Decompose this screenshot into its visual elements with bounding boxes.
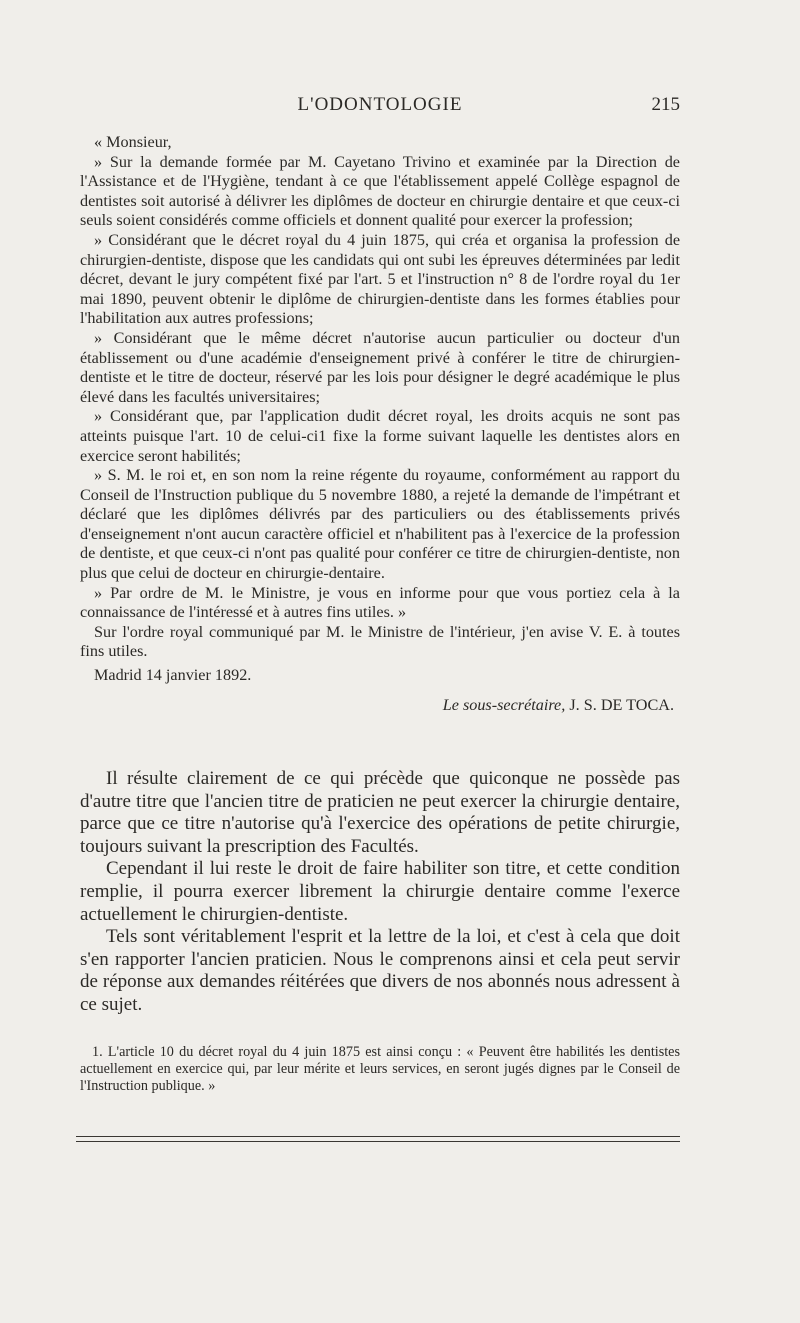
letter-paragraph: » Considérant que le même décret n'autorise aucun particulier ou docteur d'un établissement ou d'une académie d'enseignement privé à conférer le titre de chirurgien-dentiste et le titre de docteur, réservé par les lois pour désigner le degré académique le plus élevé dans les facultés universitaires; — [80, 328, 680, 406]
letter-paragraph: » S. M. le roi et, en son nom la reine régente du royaume, conformément au rapport du Conseil de l'Instruction publique du 5 novembre 1880, a rejeté la demande de l'impétrant et déclaré que les diplômes délivrés par des particuliers ou des établissements privés d'enseignement n'ont aucun caractère officiel et n'habilitent pas à l'exercice de la profession de dentiste, et que ceux-ci n'ont pas qualité pour conférer ce titre de chirurgien-dentiste, non plus que celui de docteur en chirurgie-dentaire. — [80, 466, 680, 583]
bottom-rule — [76, 1141, 680, 1142]
letter-salutation: « Monsieur, — [94, 133, 172, 151]
signature-title: Le sous-secrétaire, — [442, 695, 566, 714]
footnote — [80, 1044, 680, 1095]
letter-place-date: Madrid 14 janvier 1892. — [94, 666, 252, 685]
page-header — [80, 94, 680, 120]
letter-paragraph: » Par ordre de M. le Ministre, je vous en informe pour que vous portiez cela à la connaissance de l'intéressé et à autres fins utiles. » — [80, 583, 680, 622]
footnote-text: 1. L'article 10 du décret royal du 4 juin 1875 est ainsi conçu : « Peuvent être habilités les dentistes actuellement en exercice qui, par leur mérite et leurs services, en seront jugés dignes par le Conseil de l'Instruction publique. » — [80, 1044, 680, 1094]
signature-name: J. S. DE TOCA. — [569, 695, 674, 714]
letter-paragraph: » Considérant que le décret royal du 4 juin 1875, qui créa et organisa la profession de chirurgien-dentiste, dispose que les candidats qui ont subi les épreuves déterminées par ledit décret, devant le jury compétent fixé par l'art. 5 et l'instruction n° 8 de l'ordre royal du 1er mai 1890, peuvent obtenir le diplôme de chirurgien-dentiste dans les formes établies pour l'habilitation aux autres professions; — [80, 230, 680, 328]
letter-signature — [80, 696, 680, 716]
commentary-paragraph: Cependant il lui reste le droit de faire habiliter son titre, et cette condition remplie, il pourra exercer librement la chirurgie dentaire comme l'exerce actuellement le chirurgien-dentiste. — [80, 858, 680, 925]
commentary-paragraph: Il résulte clairement de ce qui précède que quiconque ne possède pas d'autre titre que l'ancien titre de praticien ne peut exercer la chirurgie dentaire, parce que ce titre n'autorise qu'à l'exercice des opérations de petite chirurgie, toujours suivant la prescription des Facultés. — [80, 768, 680, 857]
letter-paragraph: » Sur la demande formée par M. Cayetano Trivino et examinée par la Direction de l'Assistance et de l'Hygiène, tendant à ce que l'établissement appelé Collège espagnol de dentistes soit autorisé à délivrer les diplômes de docteur en chirurgie dentaire et que ceux-ci seuls soient considérés comme officiels et donnent qualité pour exercer la profession; — [80, 152, 680, 230]
bottom-rule — [76, 1136, 680, 1137]
editorial-commentary — [80, 768, 680, 1017]
letter-paragraph: Sur l'ordre royal communiqué par M. le Ministre de l'intérieur, j'en avise V. E. à toutes fins utiles. — [80, 622, 680, 661]
page-number: 215 — [651, 94, 680, 115]
commentary-paragraph: Tels sont véritablement l'esprit et la lettre de la loi, et c'est à cela que doit s'en rapporter l'ancien praticien. Nous le comprenons ainsi et cela peut servir de réponse aux demandes réitérées que divers de nos abonnés nous adressent à ce sujet. — [80, 926, 680, 1015]
running-title: L'ODONTOLOGIE — [297, 94, 463, 115]
letter-paragraph: » Considérant que, par l'application dudit décret royal, les droits acquis ne sont pas atteints puisque l'art. 10 de celui-ci1 fixe la forme suivant laquelle les dentistes alors en exercice seront habilités; — [80, 407, 680, 465]
quoted-letter — [80, 133, 680, 715]
